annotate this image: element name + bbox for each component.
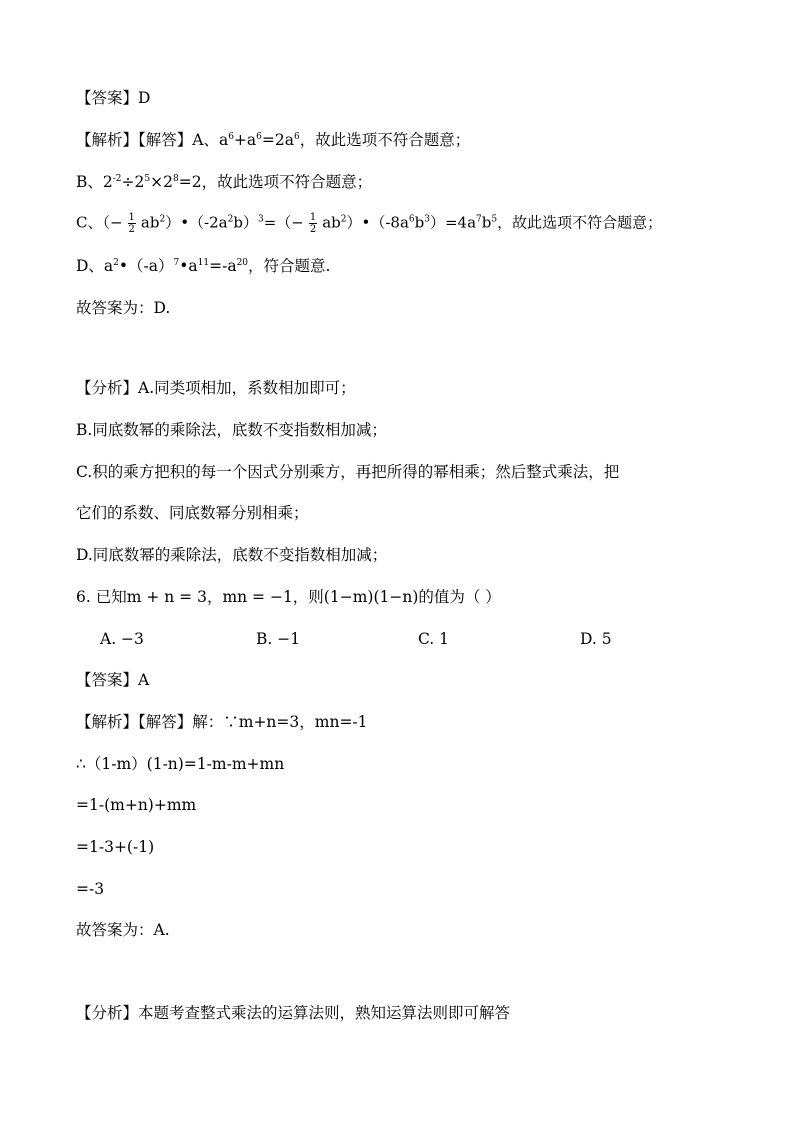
option-b: B. −1 <box>256 630 301 648</box>
answer-label-2: 【答案】A <box>76 671 150 689</box>
option-d: D. 5 <box>580 630 612 648</box>
analysis-line-c2: 它们的系数、同底数幂分别相乘； <box>76 504 309 522</box>
answer-label-1: 【答案】D <box>76 89 151 107</box>
solution-header-2: 【解析】【解答】解：∵m+n=3，mn=-1 <box>76 713 368 731</box>
analysis-line-d: D.同底数幂的乘除法，底数不变指数相加减； <box>76 546 388 564</box>
conclusion-1: 故答案为：D. <box>76 299 171 317</box>
analysis-line-b: B.同底数幂的乘除法，底数不变指数相加减； <box>76 421 387 439</box>
solution-line-b: B、$2^{-2}\div 2^5\times 2^8=2$，故此选项不符合题意； <box>76 173 373 191</box>
solution-step-4: =-3 <box>76 880 105 898</box>
question-6-stem: 6. 已知m + n = 3，mn = −1，则(1−m)(1−n)的值为（ ） <box>76 588 501 606</box>
analysis-line-c1: C.积的乘方把积的每一个因式分别乘方，再把所得的幂相乘；然后整式乘法，把 <box>76 463 620 481</box>
solution-line-d: D、$a^2•(-a)^7•a^{11}=-a^{20}$，符合题意. <box>76 257 331 275</box>
solution-step-3: =1-3+(-1) <box>76 838 155 856</box>
solution-line-a: 【解析】【解答】A、$a^6+a^6=2a^6$，故此选项不符合题意； <box>76 131 471 149</box>
solution-step-1: ∴（1-m）(1-n)=1-m-m+mn <box>76 755 285 773</box>
solution-step-2: =1-(m+n)+mm <box>76 796 197 814</box>
question-6-options <box>100 629 660 649</box>
option-c: C. 1 <box>418 630 450 648</box>
fraction-one-half: $\frac{1}{2}$ <box>128 212 135 235</box>
conclusion-2: 故答案为：A. <box>76 921 170 939</box>
solution-line-c: C、（− $\frac{1}{2}$ $ab^2)•(-2a^2b)^3=(-$ $\frac{1}{2}$ $ab^2)•(-8a^6b^3)=4a^7b^5$，故此选项不符合题意； <box>76 212 663 235</box>
analysis-title-1: 【分析】A.同类项相加，系数相加即可； <box>76 379 356 397</box>
analysis-2: 【分析】本题考查整式乘法的运算法则，熟知运算法则即可解答 <box>76 1004 511 1022</box>
option-a: A. −3 <box>100 630 144 648</box>
fraction-one-half: $\frac{1}{2}$ <box>309 212 317 235</box>
